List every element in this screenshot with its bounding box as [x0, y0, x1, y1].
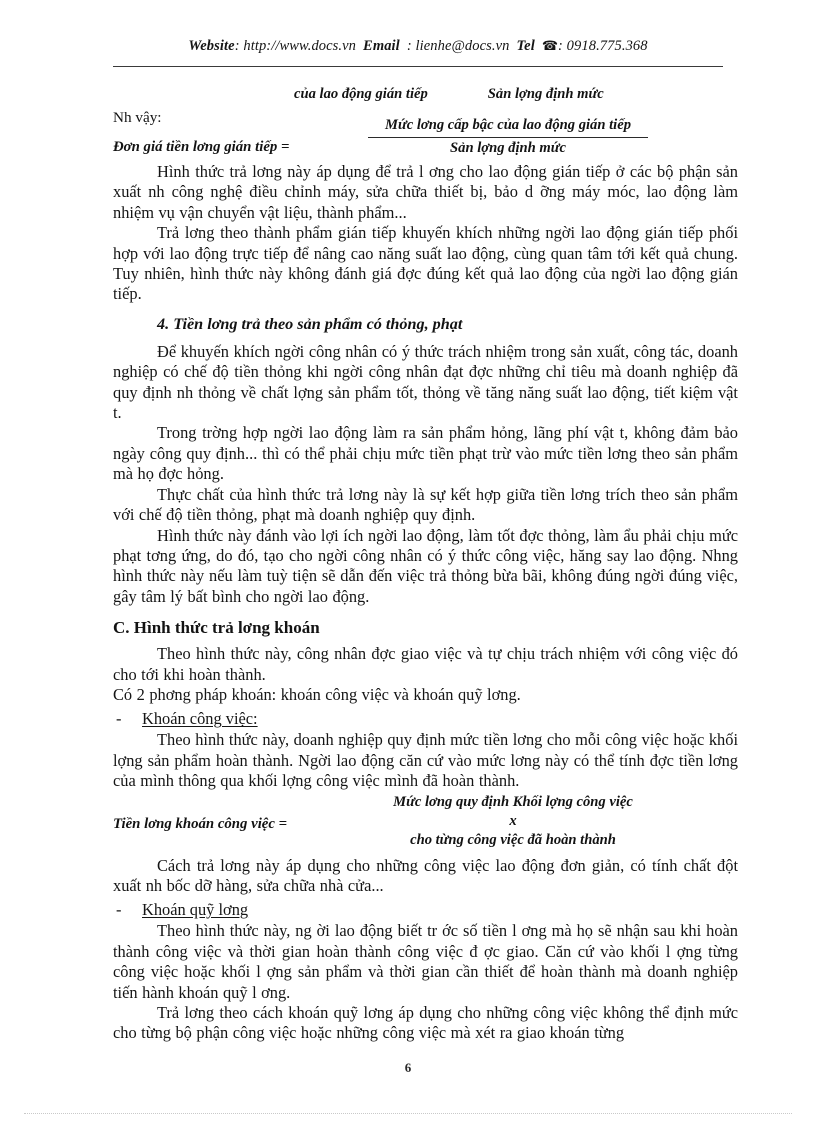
- paragraph-10: Cách trả lơng này áp dụng cho những công việc lao động đơn giản, có tính chất đột xuất nh bốc dỡ hàng, sửa chữa nhà cửa...: [113, 855, 738, 895]
- formula1-fraction-bar: [368, 137, 648, 138]
- formula1-denominator: Sản lợng định mức: [450, 140, 566, 156]
- bullet-item-khoan-quy-luong: [113, 896, 738, 921]
- paragraph-7: Theo hình thức này, công nhân đợc giao việc và tự chịu trách nhiệm với công việc đó cho tới khi hoàn thành.: [113, 644, 738, 684]
- bullet-item-khoan-cong-viec: [113, 705, 738, 730]
- formula1-top-right: Sản lợng định mức: [487, 86, 604, 102]
- bullet-dash-icon-2: -: [116, 900, 122, 920]
- paragraph-1: Hình thức trả lơng này áp dụng để trả l ơng cho lao động gián tiếp ở các bộ phận sản xuất nh công nghệ điều chỉnh máy, sửa chữa thiết bị, bảo d ỡng máy móc, lao động làm nhiệm vụ vận chuyển vật liệu, thành phẩm...: [113, 162, 738, 222]
- paragraph-4: Trong trờng hợp ngời lao động làm ra sản phẩm hỏng, lãng phí vật t, không đảm bảo ngày công quy định... thì có thể phải chịu mức tiền phạt trừ vào mức tiền lơng theo sản phẩm mà họ đợc hỏng.: [113, 423, 738, 484]
- paragraph-12: Trả lơng theo cách khoán quỹ lơng áp dụng cho những công việc không thể định mức cho từng bộ phận công việc hoặc những công việc mà xét ra giao khoán từng: [113, 1003, 738, 1043]
- formula-indirect-wage-rate: [113, 84, 738, 162]
- bullet-dash-icon: -: [116, 709, 122, 729]
- document-body: [113, 84, 738, 1044]
- formula2-row-1: Mức lơng quy định Khối lợng công việc: [393, 793, 633, 810]
- header-tel-label: Tel: [516, 38, 535, 54]
- formula2-row-3: cho từng công việc đã hoàn thành: [410, 831, 616, 848]
- paragraph-8: Có 2 phơng pháp khoán: khoán công việc và khoán quỹ lơng.: [113, 684, 521, 704]
- footer-divider: [24, 1113, 792, 1114]
- heading-section-4: 4. Tiền lơng trả theo sản phẩm có thỏng, phạt: [157, 314, 463, 333]
- header-website-value: : http://www.docs.vn: [234, 38, 357, 54]
- formula1-numerator: Mức lơng cấp bậc của lao động gián tiếp: [384, 117, 632, 133]
- formula2-right-side: [363, 794, 663, 849]
- formula1-prefix-text: Nh vậy:: [113, 109, 162, 126]
- formula1-top-left: của lao động gián tiếp: [294, 86, 428, 102]
- header-tel-value: : 0918.775.368: [558, 38, 648, 54]
- paragraph-2: Trả lơng theo thành phẩm gián tiếp khuyến khích những ngời lao động gián tiếp phối hợp với lao động trực tiếp để nâng cao năng suất lao động, cùng quan tâm tới kết quả chung. Tuy nhiên, hình thức này không đánh giá đợc đúng kết quả lao động của ngời lao động gián tiếp.: [113, 223, 738, 304]
- bullet-label-khoan-cong-viec: Khoán công việc:: [142, 709, 258, 729]
- header-email-label: Email: [363, 38, 400, 54]
- header-website-label: Website: [188, 38, 235, 54]
- formula1-fraction: [368, 117, 648, 157]
- header-contact-line: [113, 38, 723, 55]
- paragraph-6: Hình thức này đánh vào lợi ích ngời lao động, làm tốt đợc thỏng, làm ẩu phải chịu mức phạt tơng ứng, do đó, tạo cho ngời công nhân có ý thức công việc, hăng say lao động. Nhng hình thức này nếu làm tuỳ tiện sẽ dẫn đến việc trả thỏng bừa bãi, không đúng ngời đúng việc, gây tâm lý bất bình cho ngời lao động.: [113, 525, 738, 606]
- formula1-left-side: Đơn giá tiền lơng gián tiếp =: [113, 139, 290, 155]
- page-header: [113, 38, 723, 55]
- paragraph-11: Theo hình thức này, ng ời lao động biết tr ớc số tiền l ơng mà họ sẽ nhận sau khi hoàn thành công việc và thời gian hoàn thành công việc đ ợc giao. Căn cứ vào khối l ợng từng công việc hoặc khối l ợng sản phẩm và thời gian cần thiết để hoàn thành mà doanh nghiệp tiến hành khoán quỹ l ơng.: [113, 921, 738, 1002]
- page-number: 6: [404, 1060, 412, 1075]
- formula1-top-line: [294, 86, 604, 103]
- formula2-multiply-operator: x: [509, 812, 517, 829]
- formula-piece-work-wage: [113, 794, 738, 856]
- paragraph-3: Để khuyến khích ngời công nhân có ý thức trách nhiệm trong sản xuất, công tác, doanh nghiệp có chế độ tiền thỏng khi ngời công nhân đạt đợc những chỉ tiêu mà doanh nghiệp đã quy định nh thỏng về chất lợng sản phẩm tốt, thỏng về tăng năng suất lao động, tiết kiệm vật t.: [113, 341, 738, 423]
- heading-section-c: C. Hình thức trả lơng khoán: [113, 618, 320, 638]
- paragraph-5: Thực chất của hình thức trả lơng này là sự kết hợp giữa tiền lơng trích theo sản phẩm với chế độ tiền thỏng, phạt mà doanh nghiệp quy định.: [113, 484, 738, 525]
- header-email-value: : lienhe@docs.vn: [406, 38, 510, 54]
- header-divider: [113, 66, 723, 67]
- formula2-left-side: Tiền lơng khoán công việc =: [113, 815, 288, 832]
- paragraph-9: Theo hình thức này, doanh nghiệp quy định mức tiền lơng cho mỗi công việc hoặc khối lợng sản phẩm hoàn thành. Ngời lao động căn cứ vào mức lơng này có thể tính đợc tiền lơng của mình thông qua khối lợng công việc mình đã hoàn thành.: [113, 730, 738, 791]
- bullet-label-khoan-quy-luong: Khoán quỹ lơng: [142, 900, 249, 920]
- telephone-icon: ☎: [541, 39, 559, 54]
